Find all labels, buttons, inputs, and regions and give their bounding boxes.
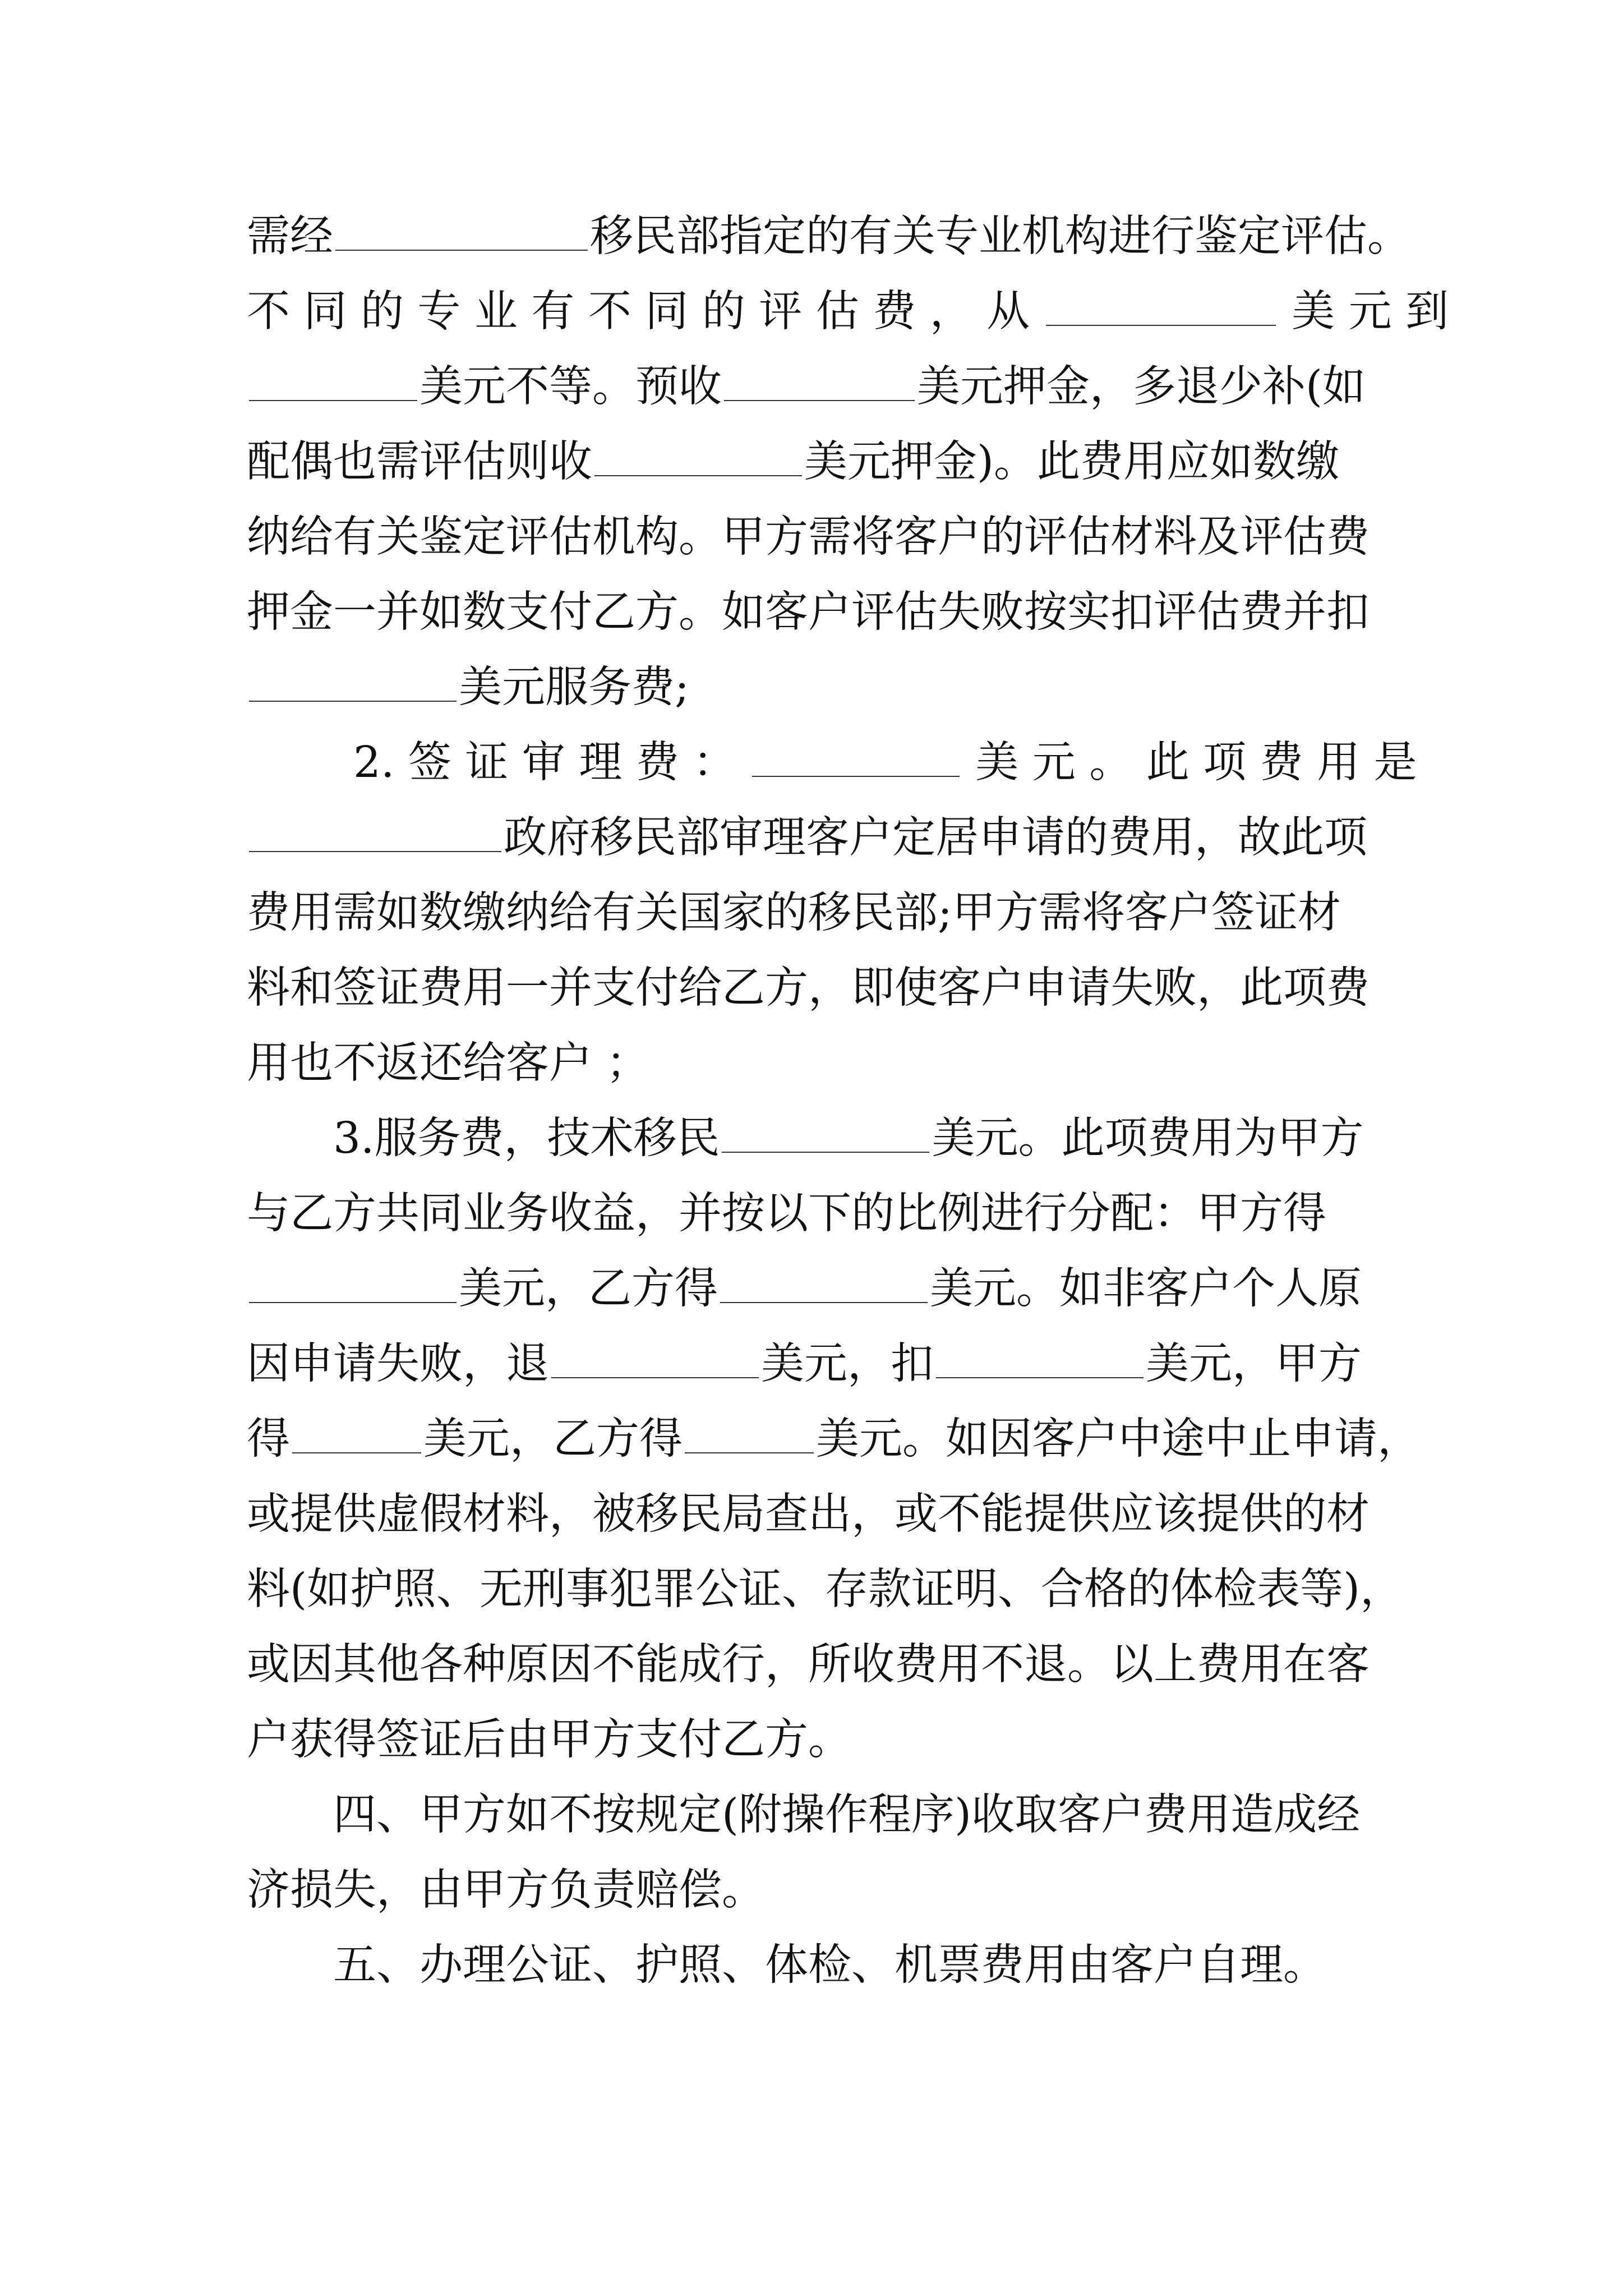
- text-segment: 美元，乙方得: [459, 1264, 718, 1314]
- fill-in-blank: [335, 249, 588, 251]
- text-segment: 移民部指定的有关专业机构进行鉴定评估。: [590, 211, 1410, 261]
- fill-in-blank: [249, 700, 457, 702]
- text-line: [247, 1703, 1380, 1778]
- text-line: [247, 1778, 1380, 1853]
- text-line: [247, 349, 1380, 425]
- text-line: [247, 575, 1380, 650]
- text-segment: 美元。如非客户个人原: [930, 1264, 1362, 1314]
- text-line: [247, 876, 1380, 951]
- fill-in-blank: [594, 475, 802, 476]
- fill-in-blank: [936, 1377, 1144, 1378]
- text-segment: 美元不等。预收: [419, 362, 722, 412]
- text-segment: 或因其他各种原因不能成行，所收费用不退。以上费用在客: [247, 1640, 1370, 1690]
- text-segment: 料(如护照、无刑事犯罪公证、存款证明、合格的体检表等)，: [247, 1565, 1404, 1614]
- text-line: [247, 1026, 1380, 1101]
- text-segment: 济损失，由甲方负责赔偿。: [247, 1865, 765, 1915]
- text-segment: 不 同 的 专 业 有 不 同 的 评 估 费 ， 从: [247, 287, 1030, 337]
- text-line: [247, 1327, 1380, 1402]
- text-segment: 得: [247, 1414, 290, 1464]
- text-line: [247, 500, 1380, 575]
- text-segment: 美元，甲方: [1146, 1339, 1362, 1389]
- fill-in-blank: [249, 850, 501, 852]
- text-line: [247, 1853, 1380, 1928]
- text-line: [247, 425, 1380, 500]
- text-line: [247, 1477, 1380, 1552]
- text-segment: 美 元 。 此 项 费 用 是: [975, 738, 1417, 788]
- fill-in-blank: [724, 399, 915, 401]
- fill-in-blank: [685, 1452, 814, 1453]
- text-segment: 美元。此项费用为甲方: [932, 1114, 1364, 1163]
- text-segment: 美元。如因客户中途中止申请，: [816, 1414, 1421, 1464]
- text-line: [247, 1928, 1380, 2003]
- text-segment: 配偶也需评估则收: [247, 437, 592, 487]
- text-segment: 美元押金)。此费用应如数缴: [804, 437, 1340, 487]
- text-segment: 3.服务费，技术移民: [333, 1114, 720, 1163]
- fill-in-blank: [722, 1151, 929, 1153]
- fill-in-blank: [249, 399, 417, 401]
- text-segment: 用也不返还给客户 ；: [247, 1038, 649, 1088]
- text-line: [247, 800, 1380, 876]
- fill-in-blank: [1046, 324, 1276, 326]
- text-segment: 美元，乙方得: [423, 1414, 683, 1464]
- document-body: [247, 199, 1449, 2003]
- text-segment: 或提供虚假材料，被移民局查出，或不能提供应该提供的材: [247, 1489, 1370, 1539]
- text-line: [247, 1101, 1380, 1176]
- text-segment: 美 元 到: [1292, 287, 1449, 337]
- fill-in-blank: [292, 1452, 421, 1453]
- text-segment: 纳给有关鉴定评估机构。甲方需将客户的评估材料及评估费: [247, 512, 1370, 562]
- text-line: [247, 725, 1417, 800]
- text-line: [247, 951, 1380, 1026]
- text-line: [247, 1402, 1421, 1477]
- text-segment: 费用需如数缴纳给有关国家的移民部;甲方需将客户签证材: [247, 888, 1341, 938]
- text-segment: 户获得签证后由甲方支付乙方。: [247, 1715, 851, 1765]
- fill-in-blank: [720, 1301, 928, 1303]
- text-segment: 因申请失败，退: [247, 1339, 549, 1389]
- text-line: [247, 1552, 1404, 1627]
- text-segment: 料和签证费用一并支付给乙方，即使客户申请失败，此项费: [247, 963, 1370, 1013]
- text-line: [247, 650, 1380, 725]
- text-segment: 政府移民部审理客户定居申请的费用，故此项: [504, 813, 1367, 863]
- fill-in-blank: [551, 1377, 759, 1378]
- fill-in-blank: [752, 775, 960, 777]
- text-segment: 美元，扣: [761, 1339, 934, 1389]
- text-segment: 需经: [247, 211, 333, 261]
- text-segment: 四、甲方如不按规定(附操作程序)收取客户费用造成经: [333, 1790, 1361, 1840]
- text-segment: 五、办理公证、护照、体检、机票费用由客户自理。: [333, 1940, 1326, 1990]
- text-segment: 与乙方共同业务收益，并按以下的比例进行分配：甲方得: [247, 1189, 1326, 1239]
- text-line: [247, 274, 1449, 349]
- text-line: [247, 199, 1410, 274]
- fill-in-blank: [249, 1301, 457, 1303]
- text-segment: 2. 签 证 审 理 费 ：: [353, 738, 736, 788]
- text-segment: 美元服务费;: [459, 662, 689, 712]
- text-line: [247, 1176, 1380, 1251]
- text-segment: 美元押金，多退少补(如: [917, 362, 1366, 412]
- text-line: [247, 1251, 1380, 1327]
- text-line: [247, 1627, 1380, 1703]
- text-segment: 押金一并如数支付乙方。如客户评估失败按实扣评估费并扣: [247, 587, 1370, 637]
